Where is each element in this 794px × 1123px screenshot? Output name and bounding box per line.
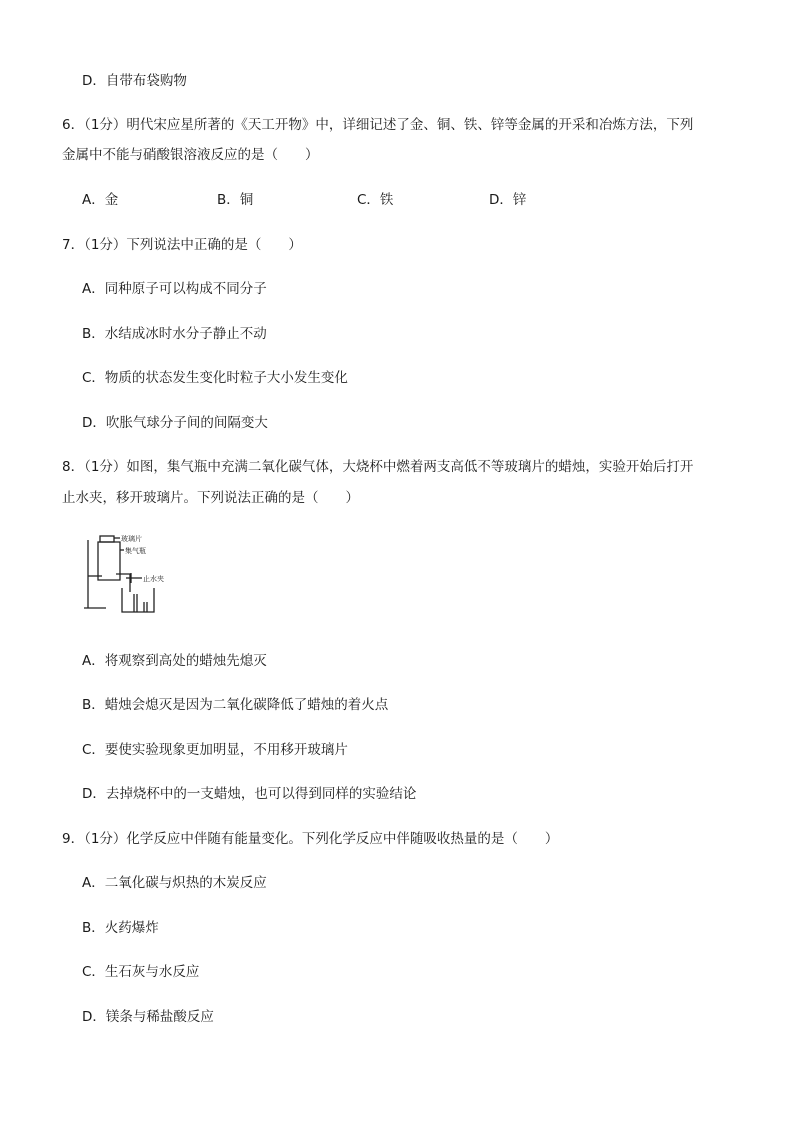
label-glass-plate: 玻璃片 <box>121 535 142 543</box>
q9-option-d: D．镁条与稀盐酸反应 <box>82 1009 214 1025</box>
label-water-stop-clip: 止水夹 <box>143 575 164 583</box>
q8-stem-line1: 8．（1分）如图，集气瓶中充满二氧化碳气体，大烧杯中燃着两支高低不等玻璃片的蜡烛，实验开始后打开 <box>62 459 694 475</box>
q9-option-a: A．二氧化碳与炽热的木炭反应 <box>82 875 267 891</box>
label-gas-jar: 集气瓶 <box>125 547 146 555</box>
q6-option-d: D．锌 <box>489 192 527 208</box>
q7-option-c: C．物质的状态发生变化时粒子大小发生变化 <box>82 370 348 386</box>
q8-option-b: B．蜡烛会熄灭是因为二氧化碳降低了蜡烛的着火点 <box>82 697 389 713</box>
q6-stem-line1: 6．（1分）明代宋应星所著的《天工开物》中，详细记述了金、铜、铁、锌等金属的开采和冶炼方法，下列 <box>62 117 694 133</box>
q8-stem-line2: 止水夹，移开玻璃片。下列说法正确的是（ ） <box>62 490 359 506</box>
q9-option-c: C．生石灰与水反应 <box>82 964 200 980</box>
q8-option-a: A．将观察到高处的蜡烛先熄灭 <box>82 653 267 669</box>
experiment-figure <box>80 530 190 616</box>
q7-stem: 7．（1分）下列说法中正确的是（ ） <box>62 237 302 253</box>
q9-option-b: B．火药爆炸 <box>82 920 159 936</box>
q7-option-d: D．吹胀气球分子间的间隔变大 <box>82 415 268 431</box>
q5-option-d: D．自带布袋购物 <box>82 73 187 89</box>
q8-option-c: C．要使实验现象更加明显，不用移开玻璃片 <box>82 742 348 758</box>
q6-option-b: B．铜 <box>217 192 254 208</box>
q8-option-d: D．去掉烧杯中的一支蜡烛，也可以得到同样的实验结论 <box>82 786 417 802</box>
q7-option-a: A．同种原子可以构成不同分子 <box>82 281 267 297</box>
q6-option-a: A．金 <box>82 192 119 208</box>
q6-stem-line2: 金属中不能与硝酸银溶液反应的是（ ） <box>62 147 319 163</box>
q6-option-c: C．铁 <box>357 192 394 208</box>
q7-option-b: B．水结成冰时水分子静止不动 <box>82 326 267 342</box>
q9-stem: 9．（1分）化学反应中伴随有能量变化。下列化学反应中伴随吸收热量的是（ ） <box>62 831 559 847</box>
